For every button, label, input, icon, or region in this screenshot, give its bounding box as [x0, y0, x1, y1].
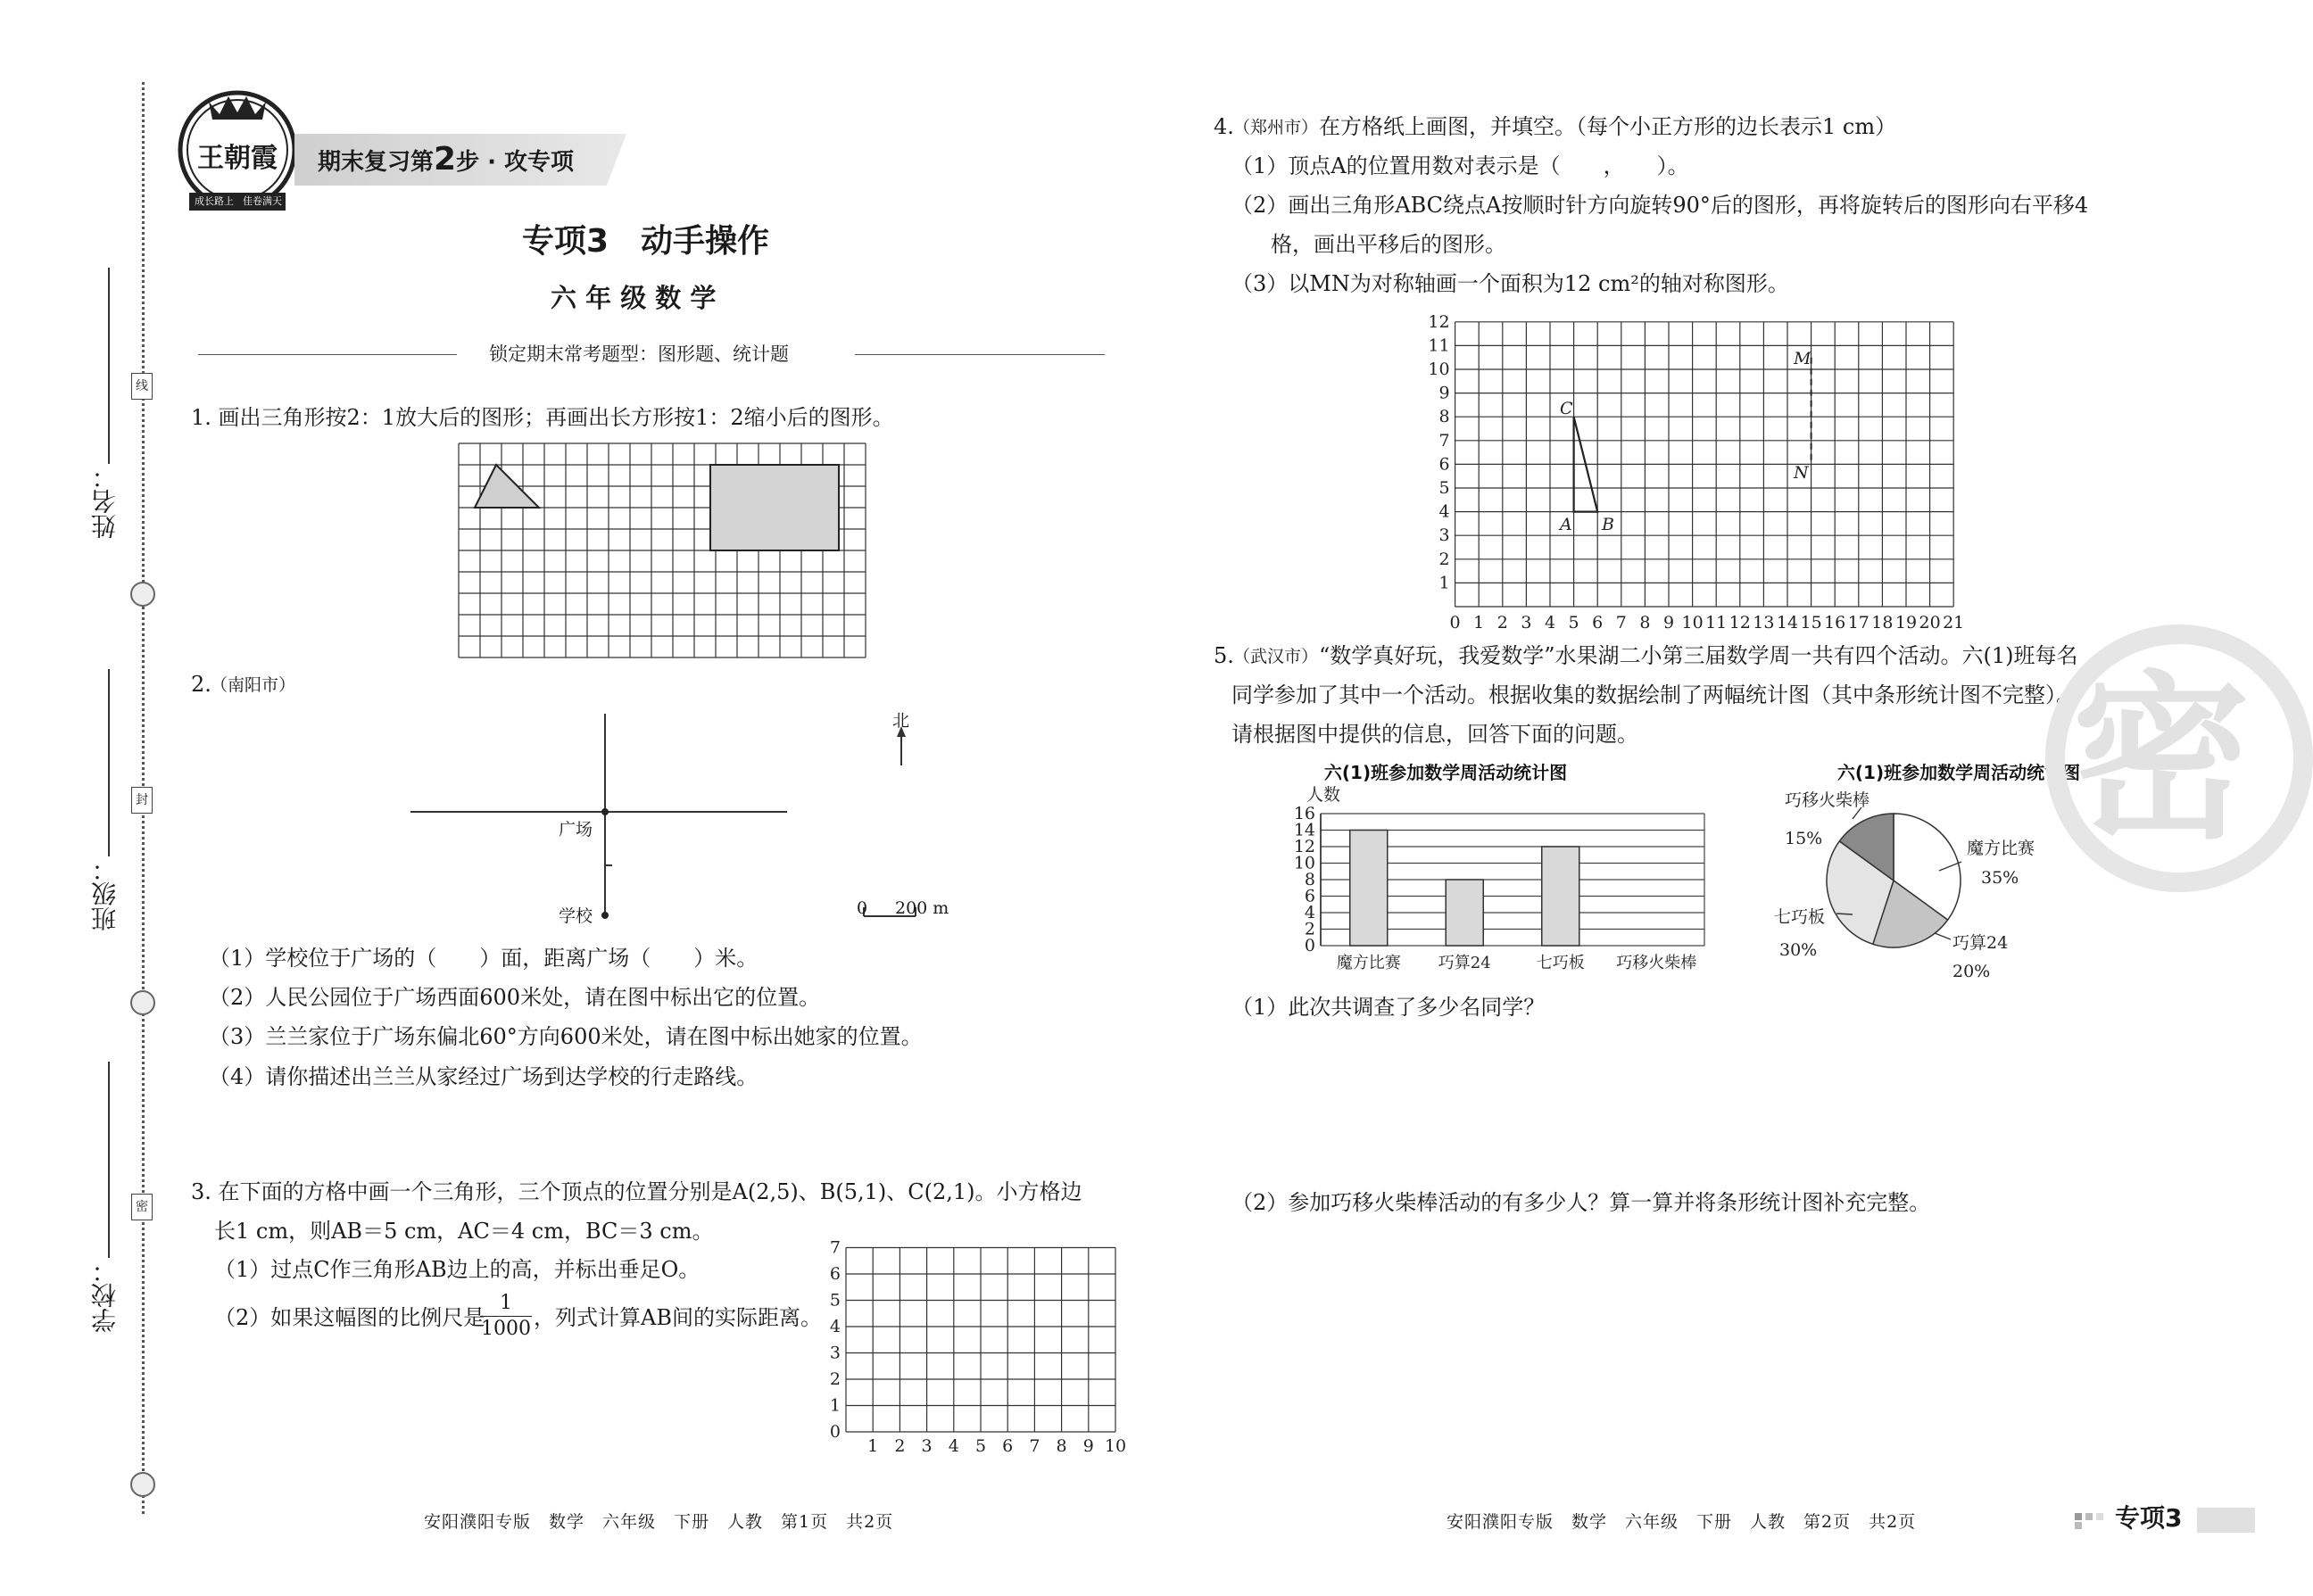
bar-chart-ylabel: 人数: [1306, 785, 1341, 805]
q2-item-3: （3）兰兰家位于广场东偏北60°方向600米处，请在图中标出她家的位置。: [209, 1024, 923, 1049]
y-tick-label: 6: [829, 1264, 841, 1284]
x-tick-label: 15: [1800, 613, 1822, 633]
banner-step: 2: [434, 141, 457, 178]
page-subtitle: 六 年 级 数 学: [551, 283, 717, 313]
q2-number: 2.: [191, 672, 211, 697]
brand-slogan-right: 佳卷满天: [243, 195, 282, 207]
x-tick-label: 0: [1449, 613, 1461, 633]
q1-text: 1. 画出三角形按2：1放大后的图形；再画出长方形按1：2缩小后的图形。: [191, 405, 894, 430]
bar-y-tick: 10: [1293, 853, 1315, 873]
y-tick-label: 10: [1428, 360, 1450, 379]
bar-category-label: 巧算24: [1438, 954, 1491, 972]
pie-label-matchstick: 巧移火柴棒: [1785, 790, 1870, 810]
x-tick-label: 4: [948, 1436, 959, 1456]
binding-ornament: [130, 1472, 155, 1497]
x-tick-label: 17: [1847, 613, 1869, 633]
banner-text: [318, 143, 574, 179]
tagline-rule-left: [198, 354, 457, 355]
q4-text: 在方格纸上画图，并填空。（每个小正方形的边长表示1 cm）: [1319, 114, 1897, 139]
corner-tag: 专项3: [2115, 1503, 2183, 1533]
y-tick-label: 5: [829, 1290, 841, 1311]
x-tick-label: 9: [1082, 1436, 1094, 1456]
y-tick-label: 11: [1428, 335, 1450, 356]
x-tick-label: 16: [1824, 613, 1846, 633]
q4-source: （郑州市）: [1233, 118, 1319, 137]
q5-line-1: “数学真好玩，我爱数学”水果湖二小第三届数学周一共有四个活动。六(1)班每名: [1319, 643, 2078, 668]
q4-item-3: （3）以MN为对称轴画一个面积为12 cm²的轴对称图形。: [1231, 271, 1789, 296]
q2-map[interactable]: [410, 705, 964, 928]
q2-item-1: （1）学校位于广场的（ ）面，距离广场（ ）米。: [209, 946, 759, 971]
label-b: B: [1602, 515, 1614, 534]
bar-chart: [1285, 760, 1722, 974]
seal-char: 密: [131, 1194, 153, 1220]
x-tick-label: 1: [1473, 613, 1485, 633]
y-tick-label: 1: [1438, 573, 1450, 593]
watermark-char: 密: [2072, 656, 2251, 864]
q3-line-1: 3. 在下面的方格中画一个三角形，三个顶点的位置分别是A(2,5)、B(5,1)、C(2,1)。小方格边: [191, 1179, 1082, 1204]
school-field[interactable]: [108, 1062, 110, 1258]
banner-suffix: 步 · 攻专项: [456, 149, 575, 176]
y-tick-label: 8: [1438, 407, 1450, 427]
pie-value-matchstick: 15%: [1785, 829, 1823, 848]
x-tick-label: 4: [1544, 613, 1556, 633]
q5-line-2: 同学参加了其中一个活动。根据收集的数据绘制了两幅统计图（其中条形统计图不完整）。: [1231, 682, 2077, 707]
scale-fraction: [480, 1291, 532, 1342]
q3-item-2-before: （2）如果这幅图的比例尺是: [214, 1305, 485, 1330]
pie-value-24: 20%: [1952, 962, 1991, 981]
footer-right: 安阳濮阳专版 数学 六年级 下册 人教 第2页 共2页: [1447, 1512, 1917, 1532]
x-tick-label: 11: [1705, 613, 1728, 633]
bar-y-tick: 14: [1293, 820, 1315, 840]
q5-item-2: （2）参加巧移火柴棒活动的有多少人？算一算并将条形统计图补充完整。: [1231, 1190, 1931, 1215]
x-tick-label: 19: [1894, 613, 1918, 633]
binding-ornament: [130, 990, 155, 1015]
corner-decoration: [2075, 1511, 2110, 1529]
square-label: 广场: [559, 820, 593, 839]
x-tick-label: 10: [1104, 1436, 1127, 1456]
bar: [1446, 880, 1483, 946]
pie-value-tangram: 30%: [1779, 940, 1818, 960]
q5-line-3: 请根据图中提供的信息，回答下面的问题。: [1231, 722, 1638, 747]
q1-rectangle: [710, 465, 839, 550]
fraction-numerator: 1: [480, 1291, 532, 1317]
q2-item-2: （2）人民公园位于广场西面600米处，请在图中标出它的位置。: [209, 985, 821, 1010]
x-tick-label: 21: [1943, 613, 1965, 633]
q5-item-1: （1）此次共调查了多少名同学？: [1231, 995, 1546, 1020]
fraction-denominator: 1000: [481, 1318, 531, 1340]
label-n: N: [1794, 463, 1809, 483]
bar: [1542, 847, 1579, 946]
x-tick-label: 8: [1639, 613, 1651, 633]
q5-source: （武汉市）: [1233, 647, 1319, 666]
q2-source: （南阳市）: [211, 675, 296, 695]
brand-name: 王朝霞: [197, 143, 278, 174]
bar: [1350, 831, 1388, 947]
y-tick-label: 7: [1438, 430, 1450, 451]
bar-category-label: 魔方比赛: [1336, 954, 1401, 972]
label-a: A: [1560, 515, 1572, 534]
q4-item-2a: （2）画出三角形ABC绕点A按顺时针方向旋转90°后的图形，再将旋转后的图形向右平移4: [1231, 193, 2089, 218]
seal-char: 线: [131, 373, 153, 400]
q4-item-1: （1）顶点A的位置用数对表示是（ ， ）。: [1231, 153, 1689, 178]
q3-grid[interactable]: [829, 1237, 1127, 1456]
label-m: M: [1794, 349, 1811, 368]
y-tick-label: 4: [829, 1317, 841, 1336]
x-tick-label: 6: [1002, 1436, 1014, 1456]
x-tick-label: 5: [974, 1436, 987, 1456]
x-tick-label: 3: [921, 1436, 933, 1456]
bar-y-tick: 6: [1304, 886, 1315, 906]
x-tick-label: 2: [894, 1436, 906, 1456]
corner-strip: [2197, 1508, 2255, 1533]
confidential-watermark: [2045, 624, 2313, 892]
scale-zero: 0: [857, 898, 868, 918]
y-tick-label: 2: [1438, 549, 1450, 569]
seal-char: 封: [131, 787, 153, 814]
y-tick-label: 5: [1438, 478, 1450, 498]
banner-prefix: 期末复习第: [318, 149, 435, 176]
tagline: 锁定期末常考题型：图形题、统计题: [489, 343, 789, 365]
y-tick-label: 1: [829, 1395, 841, 1416]
bar-chart-title: 六(1)班参加数学周活动统计图: [1323, 762, 1568, 783]
q3-line-2: 长1 cm，则AB＝5 cm，AC＝4 cm，BC＝3 cm。: [214, 1219, 714, 1244]
class-label: 班级：: [90, 856, 120, 931]
bar-category-label: 七巧板: [1536, 954, 1585, 972]
q2-item-4: （4）请你描述出兰兰从家经过广场到达学校的行走路线。: [209, 1064, 759, 1089]
x-tick-label: 3: [1521, 613, 1532, 633]
pie-label-24: 巧算24: [1952, 933, 2009, 953]
x-tick-label: 13: [1753, 613, 1775, 633]
x-tick-label: 7: [1615, 613, 1627, 633]
pie-label-tangram: 七巧板: [1774, 907, 1826, 927]
bar-y-tick: 16: [1293, 804, 1315, 823]
name-label: 姓名：: [90, 464, 120, 539]
school-point: [601, 912, 609, 919]
x-tick-label: 18: [1871, 613, 1894, 633]
q4-number: 4.: [1214, 114, 1234, 139]
q3-item-1: （1）过点C作三角形AB边上的高，并标出垂足O。: [214, 1257, 701, 1282]
q3-item-2-after: ，列式计算AB间的实际距离。: [534, 1305, 822, 1330]
x-tick-label: 14: [1776, 613, 1799, 633]
x-tick-label: 1: [867, 1436, 879, 1456]
pie-value-rubik: 35%: [1981, 868, 2019, 888]
bar-y-tick: 8: [1304, 870, 1315, 889]
brand-slogan-left: 成长路上: [195, 195, 234, 207]
x-tick-label: 5: [1568, 613, 1579, 633]
q1-grid[interactable]: [453, 443, 878, 657]
pie-label-rubik: 魔方比赛: [1967, 839, 2035, 858]
x-tick-label: 20: [1919, 613, 1941, 633]
x-tick-label: 12: [1729, 613, 1751, 633]
page-title: 专项3 动手操作: [522, 223, 770, 260]
x-tick-label: 10: [1681, 613, 1704, 633]
bar-category-label: 巧移火柴棒: [1616, 954, 1697, 972]
y-tick-label: 2: [829, 1369, 841, 1389]
north-label: 北: [892, 711, 910, 731]
x-tick-label: 2: [1496, 613, 1508, 633]
bar-y-tick: 4: [1304, 903, 1315, 922]
class-field[interactable]: [108, 669, 110, 856]
school-label: 学校: [559, 906, 593, 926]
scale-value: 200 m: [895, 898, 949, 918]
x-tick-label: 7: [1029, 1436, 1040, 1456]
y-tick-label: 6: [1438, 454, 1450, 475]
q4-grid[interactable]: [1419, 312, 1981, 633]
y-tick-label: 4: [1438, 501, 1450, 522]
bar-y-tick: 12: [1293, 837, 1315, 856]
label-c: C: [1560, 399, 1573, 418]
y-tick-label: 9: [1438, 383, 1450, 403]
bar-y-tick: 2: [1304, 919, 1315, 939]
q5-number: 5.: [1214, 643, 1234, 668]
brand-logo: [175, 87, 300, 212]
y-tick-label: 3: [1438, 525, 1450, 546]
pie-chart-title: 六(1)班参加数学周活动统计图: [1836, 762, 2081, 783]
y-tick-label: 7: [829, 1237, 841, 1258]
q4-item-2b: 格，画出平移后的图形。: [1271, 232, 1506, 257]
binding-ornament: [130, 582, 155, 607]
name-field[interactable]: [108, 268, 110, 464]
x-tick-label: 9: [1662, 613, 1675, 633]
school-label: 学校：: [90, 1258, 120, 1333]
bar-y-tick: 0: [1304, 936, 1315, 955]
tagline-rule-right: [855, 354, 1105, 355]
x-tick-label: 6: [1592, 613, 1604, 633]
x-tick-label: 8: [1056, 1436, 1067, 1456]
y-tick-label: 0: [829, 1422, 841, 1442]
y-tick-label: 12: [1428, 311, 1450, 332]
square-point: [601, 808, 609, 815]
y-tick-label: 3: [829, 1343, 841, 1363]
footer-left: 安阳濮阳专版 数学 六年级 下册 人教 第1页 共2页: [424, 1512, 894, 1532]
